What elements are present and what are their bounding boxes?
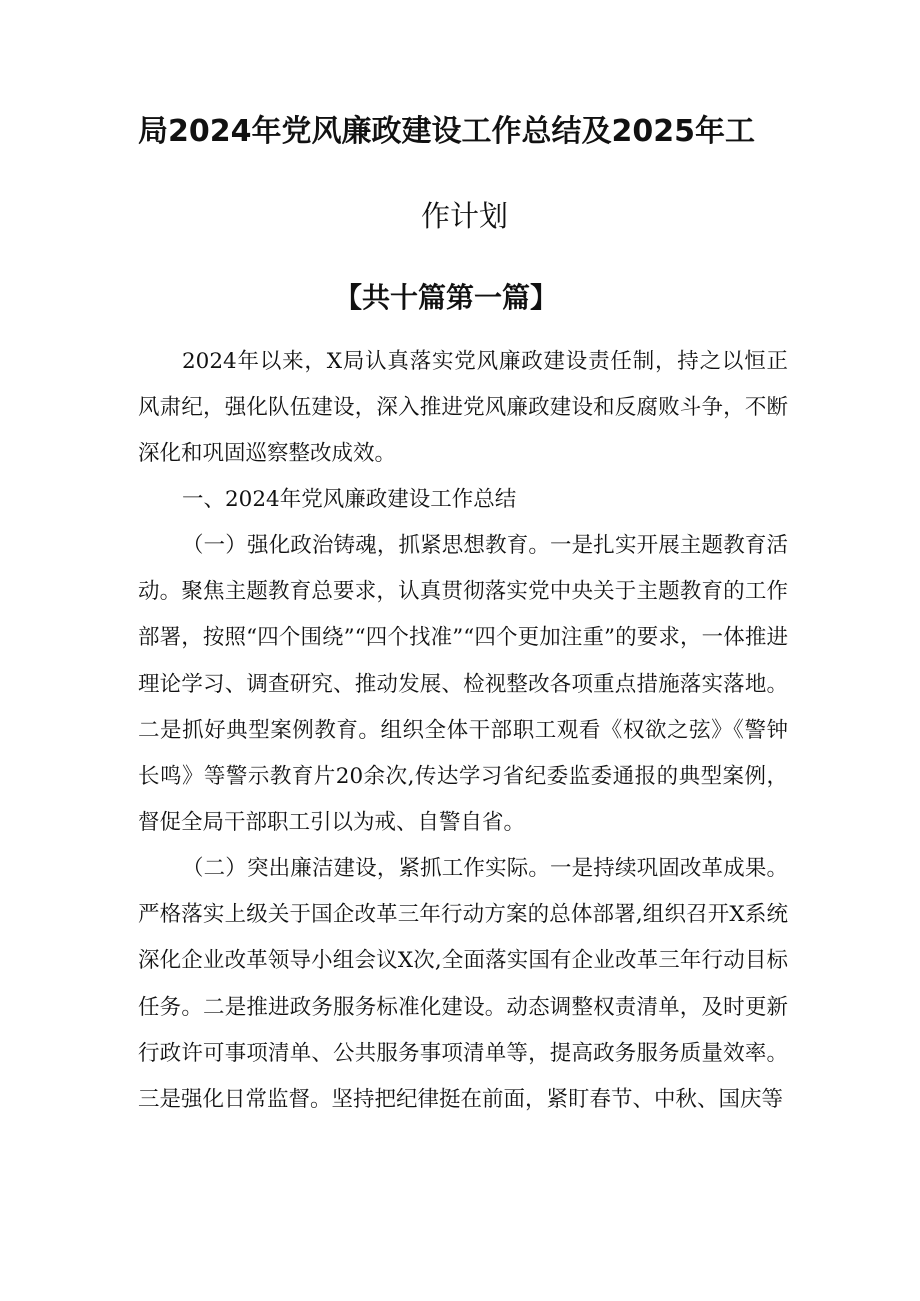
document-title-line1: 局2024年党风廉政建设工作总结及2025年工 [138, 114, 755, 149]
paragraph-intro: 2024年以来，X局认真落实党风廉政建设责任制，持之以恒正风肃纪，强化队伍建设，深入推进党风廉政建设和反腐败斗争，不断深化和巩固巡察整改成效。 [138, 349, 788, 467]
paragraph-section-1: （一）强化政治铸魂，抓紧思想教育。一是扎实开展主题教育活动。聚焦主题教育总要求，认真贯彻落实党中央关于主题教育的工作部署，按照“四个围绕”“四个找准”“四个更加注重”的要求，一体推进理论学习、调查研究、推动发展、检视整改各项重点措施落实落地。二是抓好典型案例教育。组织全体干部职工观看《权欲之弦》《警钟长鸣》等警示教育片20余次,传达学习省纪委监委通报的典型案例，督促全局干部职工引以为戒、自警自省。 [138, 533, 788, 836]
document-title-line2: 作计划 [421, 199, 509, 233]
document-subtitle: 【共十篇第一篇】 [334, 281, 559, 314]
paragraph-section-2: （二）突出廉洁建设，紧抓工作实际。一是持续巩固改革成果。严格落实上级关于国企改革三年行动方案的总体部署,组织召开X系统深化企业改革领导小组会议X次,全面落实国有企业改革三年行动目标任务。二是推进政务服务标准化建设。动态调整权责清单，及时更新行政许可事项清单、公共服务事项清单等，提高政务服务质量效率。三是强化日常监督。坚持把纪律挺在前面，紧盯春节、中秋、国庆等 [138, 856, 788, 1113]
section-heading: 一、2024年党风廉政建设工作总结 [182, 487, 517, 512]
